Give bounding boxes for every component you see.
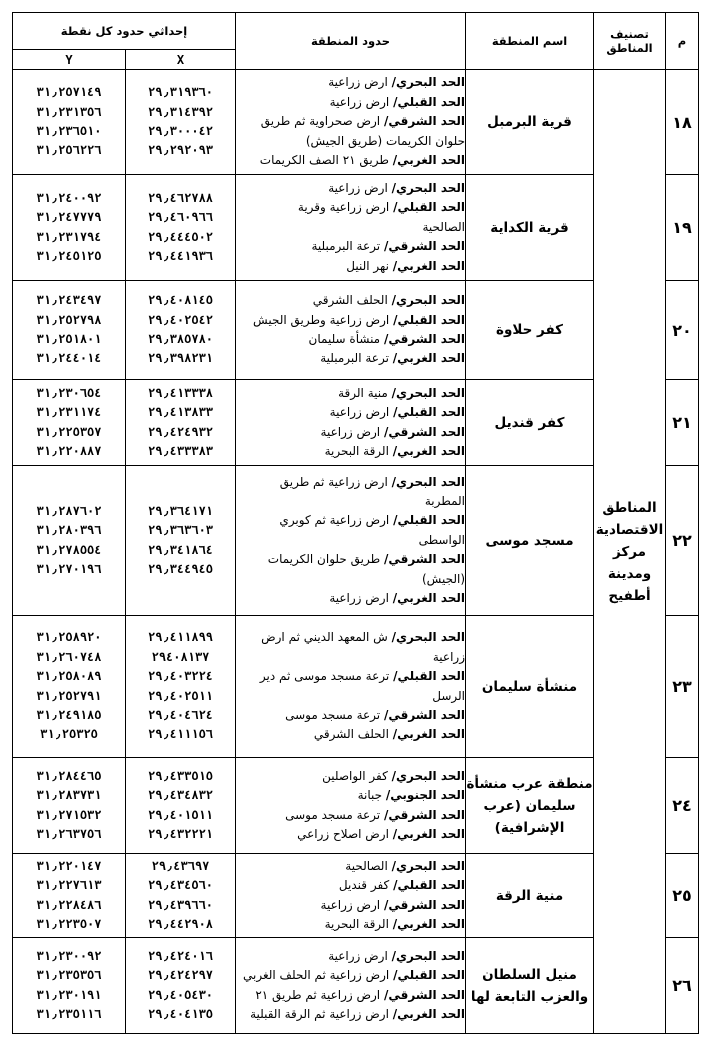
coord-x-cell (126, 616, 236, 758)
coord-x: ٢٩٫٤٠٣٢٢٤ (148, 669, 214, 684)
bound-line (236, 151, 465, 170)
bound-direction: الحد الشرقي/ (383, 239, 466, 254)
bound-line (236, 492, 465, 511)
coord-y: ٣١٫٢٨٣٧٣١ (36, 788, 102, 803)
bound-text: ترعة مسجد موسى ثم دير (259, 669, 390, 684)
bound-text: منية الرقة (338, 385, 388, 400)
coord-x: ٢٩٫٤٠٤٦٢٤ (148, 707, 214, 722)
bound-line (236, 550, 465, 569)
coord-x: ٢٩٫٤٣٢٢٢١ (148, 826, 214, 841)
bound-direction: الحد البحري/ (391, 75, 466, 90)
area-bounds (236, 758, 466, 854)
coord-x: ٢٩٫٣٤١٨٦٤ (148, 542, 214, 557)
bound-text: المطربة (424, 493, 466, 508)
bound-direction: الحد الغربي/ (392, 258, 466, 273)
bound-direction: الحد القبلي/ (393, 200, 466, 215)
row-number: ١٨ (666, 70, 699, 175)
bound-direction: الحد البحري/ (391, 293, 466, 308)
coord-x-cell (126, 175, 236, 281)
area-bounds (236, 281, 466, 380)
bound-text: الحلف الشرقي (312, 293, 388, 308)
area-name: كفر قنديل (466, 380, 594, 466)
coord-y-cell (13, 616, 126, 758)
bound-direction: الحد الشرقي/ (383, 424, 466, 439)
header-bounds: حدود المنطقة (236, 13, 466, 70)
bound-direction: الحد البحري/ (391, 385, 466, 400)
coord-x: ٢٩٫٤٦٠٩٦٦ (148, 210, 214, 225)
bound-text: طريق ٢١ الصف الكريمات (259, 153, 389, 168)
coord-x-cell (126, 854, 236, 938)
area-bounds (236, 175, 466, 281)
bound-text: ارض زراعية (329, 94, 390, 109)
bound-line (236, 687, 465, 706)
coord-x: ٢٩٤٠٨١٣٧ (151, 649, 210, 664)
bound-direction: الحد الغربي/ (392, 727, 466, 742)
bound-line (236, 218, 465, 237)
row-number: ١٩ (666, 175, 699, 281)
coord-x: ٢٩٫٣٠٠٠٤٢ (148, 124, 214, 138)
bound-line (236, 93, 465, 112)
coord-x: ٢٩٫٤١٣٣٣٨ (148, 385, 214, 400)
bound-line (236, 706, 465, 725)
bound-text: طريق حلوان الكريمات (267, 552, 381, 567)
bound-text: الواسطى (418, 532, 466, 547)
bound-text: ارض زراعية ثم طريق (279, 474, 388, 489)
coord-x: ٢٩٫٤٠٨١٤٥ (148, 293, 214, 308)
bound-line (236, 73, 465, 92)
coord-y: ٣١٫٢٨٠٣٩٦ (36, 523, 102, 538)
coord-x: ٢٩٫٤٢٤٠١٦ (148, 948, 214, 963)
bound-line (236, 511, 465, 530)
bound-text: كفر الواصلين (322, 768, 388, 783)
bound-line (236, 257, 465, 276)
row-number: ٢٤ (666, 758, 699, 854)
coord-y: ٣١٫٢٢٠٨٨٧ (36, 443, 102, 458)
bound-text: ارض زراعية (328, 180, 388, 195)
bound-text: الرقة البحرية (324, 916, 389, 931)
bound-text: زراعية (432, 649, 466, 664)
bound-line (236, 570, 465, 589)
bound-direction: الحد الغربي/ (392, 591, 466, 606)
bound-text: ارض زراعية ثم طريق ٢١ (255, 987, 381, 1002)
bound-line (236, 648, 465, 667)
bound-text: (الجيش) (421, 571, 466, 586)
bound-line (236, 825, 465, 844)
header-num: م (666, 13, 699, 70)
coord-x: ٢٩٫٣٤٤٩٤٥ (148, 561, 214, 576)
bound-line (236, 806, 465, 825)
bound-direction: الحد القبلي/ (393, 513, 466, 528)
bound-line (236, 589, 465, 608)
bound-direction: الحد القبلي/ (393, 405, 466, 420)
bound-line (236, 628, 465, 647)
bound-text: ارض صحراوية ثم طريق (260, 114, 381, 129)
bound-text: ارض زراعية (328, 948, 388, 963)
bound-text: ارض زراعية (320, 897, 381, 912)
bound-direction: الحد الشرقي/ (383, 897, 466, 912)
coord-x: ٢٩٫٤١٣٨٣٣ (148, 405, 214, 420)
area-bounds (236, 938, 466, 1034)
bound-direction: الحد القبلي/ (393, 94, 466, 109)
bound-line (236, 311, 465, 330)
bound-text: ارض زراعية (329, 405, 390, 420)
header-x: X (126, 50, 236, 70)
bound-text: ترعة مسجد موسى (285, 707, 381, 722)
coord-x: ٢٩٫٣٦٣٦٠٣ (148, 523, 214, 538)
bound-text: ارض زراعية (320, 424, 381, 439)
bound-direction: الحد البحري/ (391, 768, 466, 783)
area-name: منيل السلطان والعزب التابعة لها (466, 938, 594, 1034)
coord-y: ٣١٫٢٢٨٤٨٦ (36, 897, 102, 912)
area-bounds (236, 616, 466, 758)
classification-cell: المناطق الاقتصادية مركز ومدينة أطفيح (594, 70, 666, 1034)
bound-direction: الحد البحري/ (391, 948, 466, 963)
bound-text: الصالحية (345, 858, 388, 873)
bound-direction: الحد الغربي/ (392, 443, 466, 458)
bound-line (236, 857, 465, 876)
coord-x: ٢٩٫٤٠٤١٣٥ (148, 1006, 214, 1021)
bound-direction: الحد القبلي/ (393, 312, 466, 327)
bound-line (236, 112, 465, 131)
coord-y: ٣١٫٢٤٩١٨٥ (36, 707, 102, 722)
coord-y-cell (13, 758, 126, 854)
bound-line (236, 330, 465, 349)
area-name: منشأة سليمان (466, 616, 594, 758)
coord-y: ٣١٫٢٥٦٢٢٦ (36, 143, 102, 158)
coord-y: ٣١٫٢٢٥٣٥٧ (36, 424, 102, 439)
header-classification: تصنيف المناطق (594, 13, 666, 70)
coord-x: ٢٩٫٤١١١٥٦ (148, 727, 214, 742)
bound-line (236, 237, 465, 256)
bound-direction: الحد الغربي/ (392, 351, 466, 366)
coord-y-cell (13, 854, 126, 938)
bound-text: ارض زراعية ثم الرقة القبلية (250, 1006, 389, 1021)
coord-y: ٣١٫٢٤٧٧٧٩ (36, 210, 102, 225)
row-number: ٢١ (666, 380, 699, 466)
bound-line (236, 132, 465, 151)
coord-x: ٢٩٫٢٩٢٠٩٣ (148, 143, 214, 158)
area-name: منية الرقة (466, 854, 594, 938)
coord-y: ٣١٫٢٣٥٣٥٦ (36, 968, 102, 983)
row-number: ٢٥ (666, 854, 699, 938)
bound-text: ترعة مسجد موسى (285, 807, 381, 822)
bound-text: الرقة البحرية (324, 443, 389, 458)
coord-x: ٢٩٫٤٠٢٥١١ (148, 688, 214, 703)
row-number: ٢٢ (666, 466, 699, 616)
bound-text: منشأة سليمان (308, 332, 381, 346)
coord-x: ٢٩٫٤٣٤٨٣٢ (148, 788, 214, 803)
bound-text: ارض زراعية وطريق الجيش (253, 312, 390, 327)
coord-x: ٢٩٫٤٢٤٩٣٢ (148, 424, 214, 439)
bound-direction: الحد الغربي/ (392, 916, 466, 931)
coord-x-cell (126, 758, 236, 854)
bound-line (236, 767, 465, 786)
bound-direction: الحد الشرقي/ (383, 707, 466, 722)
coord-y: ٣١٫٢٧٠١٩٦ (36, 561, 102, 576)
bound-direction: الحد الشرقي/ (383, 807, 466, 822)
bound-direction: الحد القبلي/ (393, 968, 466, 983)
bound-text: ارض زراعية (328, 75, 388, 90)
coord-y: ٣١٫٢٢٧٦١٣ (36, 878, 102, 893)
bound-text: جبانة (357, 788, 383, 803)
coord-y: ٣١٫٢٤٣٤٩٧ (36, 293, 102, 308)
coord-x: ٢٩٫٣١٤٣٩٢ (148, 104, 214, 119)
bound-direction: الحد البحري/ (391, 858, 466, 873)
coord-y: ٣١٫٢٣٠٠٩٢ (36, 948, 102, 963)
bound-direction: الحد الغربي/ (392, 1006, 466, 1021)
bound-direction: الحد الشرقي/ (383, 332, 466, 346)
bound-direction: الحد القبلي/ (393, 878, 466, 893)
coord-y: ٣١٫٢٨٤٤٦٥ (36, 768, 102, 783)
coord-y: ٣١٫٢٥٣٢٥ (40, 727, 98, 742)
coord-y-cell (13, 380, 126, 466)
coord-y: ٣١٫٢٥٢٧٩٨ (36, 312, 102, 327)
bound-line (236, 1005, 465, 1024)
bound-direction: الحد القبلي/ (393, 669, 466, 684)
coord-y: ٣١٫٢٥٨٩٢٠ (36, 630, 102, 645)
coord-x: ٢٩٫٤٣٩٦٦٠ (148, 897, 214, 912)
coord-y: ٣١٫٢٣٥١١٦ (36, 1006, 102, 1021)
coord-x: ٢٩٫٣١٩٣٦٠ (148, 85, 214, 100)
bound-text: الصالحية (422, 219, 466, 234)
coord-y: ٣١٫٢٦٠٧٤٨ (36, 649, 102, 664)
bound-line (236, 403, 465, 422)
coord-x: ٢٩٫٤٣٣٥١٥ (148, 768, 214, 783)
coord-y: ٣١٫٢٢٠١٤٧ (36, 858, 102, 873)
area-bounds (236, 70, 466, 175)
area-name: قرية الكداية (466, 175, 594, 281)
bound-line (236, 876, 465, 895)
coord-y: ٣١٫٢٤٤٠١٤ (36, 351, 102, 366)
coord-x: ٢٩٫٤٤٤٥٠٢ (148, 229, 214, 244)
coord-y: ٣١٫٢٨٧٦٠٢ (36, 503, 102, 518)
bound-direction: الحد الشرقي/ (383, 552, 466, 567)
bound-direction: الحد البحري/ (391, 180, 466, 195)
bound-text: ارض اصلاح زراعي (297, 826, 389, 841)
bound-direction: الحد البحري/ (391, 474, 466, 489)
coord-x: ٢٩٫٤٦٢٧٨٨ (148, 190, 214, 205)
coord-y: ٣١٫٢٥٢٧٩١ (36, 688, 102, 703)
bound-line (236, 291, 465, 310)
coord-x: ٢٩٫٤٠٢٥٤٢ (148, 312, 214, 327)
bound-text: ترعة البرمبلية (311, 239, 381, 254)
bound-text: ارض زراعية ثم كوبري (279, 513, 390, 528)
coord-x: ٢٩٫٤٠٥٤٣٠ (148, 987, 214, 1002)
bound-line (236, 442, 465, 461)
bound-line (236, 531, 465, 550)
bound-direction: الحد الشرقي/ (383, 987, 466, 1002)
bound-text: ارض زراعية (329, 591, 389, 606)
coord-x: ٢٩٫٤٤١٩٣٦ (148, 248, 214, 263)
area-bounds (236, 466, 466, 616)
coord-y: ٣١٫٢٣١١٧٤ (36, 405, 102, 420)
coord-x: ٢٩٫٣٩٨٢٣١ (148, 351, 214, 366)
coord-x: ٢٩٫٤٣٤٥٦٠ (148, 878, 214, 893)
coord-y-cell (13, 281, 126, 380)
bound-direction: الحد الغربي/ (392, 153, 466, 168)
coord-y: ٣١٫٢٣٠٦٥٤ (36, 385, 102, 400)
header-y: Y (13, 50, 126, 70)
coord-y: ٣١٫٢٤٠٠٩٢ (36, 190, 102, 205)
coord-x-cell (126, 466, 236, 616)
coord-y: ٣١٫٢٧٨٥٥٤ (36, 542, 102, 557)
coord-y: ٣١٫٢٣١٣٥٦ (36, 104, 102, 119)
coord-x: ٢٩٫٤٢٤٢٩٧ (148, 968, 214, 983)
bound-direction: الحد الشرقي/ (383, 114, 466, 129)
coord-y: ٣١٫٢٤٥١٢٥ (36, 248, 102, 263)
area-name: كفر حلاوة (466, 281, 594, 380)
bound-direction: الحد الجنوبي/ (385, 788, 466, 803)
coord-y: ٣١٫٢٥١٨٠١ (36, 332, 102, 346)
coord-y-cell (13, 466, 126, 616)
bound-line (236, 947, 465, 966)
coord-y: ٣١٫٢٢٣٥٠٧ (36, 916, 102, 931)
bound-line (236, 349, 465, 368)
coord-y: ٣١٫٢٧١٥٣٢ (36, 807, 102, 822)
bound-line (236, 725, 465, 744)
bound-text: الحلف الشرقي (313, 727, 389, 742)
bound-line (236, 915, 465, 934)
bound-line (236, 423, 465, 442)
coord-x-cell (126, 380, 236, 466)
area-bounds (236, 380, 466, 466)
area-bounds (236, 854, 466, 938)
header-coords: إحداثي حدود كل نقطة (13, 13, 236, 50)
coord-y: ٣١٫٢٣١٧٩٤ (36, 229, 102, 244)
bound-line (236, 179, 465, 198)
coord-x: ٢٩٫٤٣٦٩٧ (151, 858, 210, 873)
coord-y: ٣١٫٢٣٦٥١٠ (36, 124, 102, 138)
coord-x: ٢٩٫٣٦٤١٧١ (148, 503, 214, 518)
coord-y: ٣١٫٢٥٨٠٨٩ (36, 669, 102, 684)
bound-direction: الحد الغربي/ (392, 826, 466, 841)
coord-x: ٢٩٫٣٨٥٧٨٠ (148, 332, 214, 346)
row-number: ٢٣ (666, 616, 699, 758)
coord-y: ٣١٫٢٣٠١٩١ (36, 987, 102, 1002)
bound-text: حلوان الكريمات (طريق الجيش) (305, 133, 466, 148)
bound-text: الرسل (432, 688, 466, 703)
header-area-name: اسم المنطقة (466, 13, 594, 70)
bound-direction: الحد البحري/ (391, 630, 466, 645)
coord-x: ٢٩٫٤٤٢٩٠٨ (148, 916, 214, 931)
coord-y-cell (13, 938, 126, 1034)
coord-y-cell (13, 175, 126, 281)
bound-text: نهر النيل (346, 258, 389, 273)
bound-text: ارض زراعية وقرية (297, 200, 390, 215)
bound-text: ش المعهد الديني ثم ارض (261, 630, 388, 645)
area-name: مسجد موسى (466, 466, 594, 616)
coord-x: ٢٩٫٤١١٨٩٩ (148, 630, 214, 645)
coord-y-cell (13, 70, 126, 175)
coord-x: ٢٩٫٤٠١٥١١ (148, 807, 214, 822)
economic-zones-table (12, 12, 699, 1034)
bound-text: ترعة البرمبلية (320, 351, 389, 366)
bound-line (236, 473, 465, 492)
area-name: منطقة عرب منشأة سليمان (عرب الإشرافية) (466, 758, 594, 854)
bound-line (236, 786, 465, 805)
coord-x-cell (126, 70, 236, 175)
bound-line (236, 896, 465, 915)
bound-text: ارض زراعية ثم الحلف الغربي (243, 968, 390, 983)
bound-line (236, 384, 465, 403)
coord-x-cell (126, 938, 236, 1034)
bound-line (236, 986, 465, 1005)
row-number: ٢٠ (666, 281, 699, 380)
bound-text: كفر قنديل (338, 878, 390, 893)
coord-y: ٣١٫٢٦٣٧٥٦ (36, 826, 102, 841)
coord-x: ٢٩٫٤٣٣٣٨٣ (148, 443, 214, 458)
table-row (13, 70, 699, 175)
area-name: قرية البرمبل (466, 70, 594, 175)
bound-line (236, 966, 465, 985)
bound-line (236, 667, 465, 686)
bound-line (236, 198, 465, 217)
row-number: ٢٦ (666, 938, 699, 1034)
coord-x-cell (126, 281, 236, 380)
coord-y: ٣١٫٢٥٧١٤٩ (36, 85, 102, 100)
